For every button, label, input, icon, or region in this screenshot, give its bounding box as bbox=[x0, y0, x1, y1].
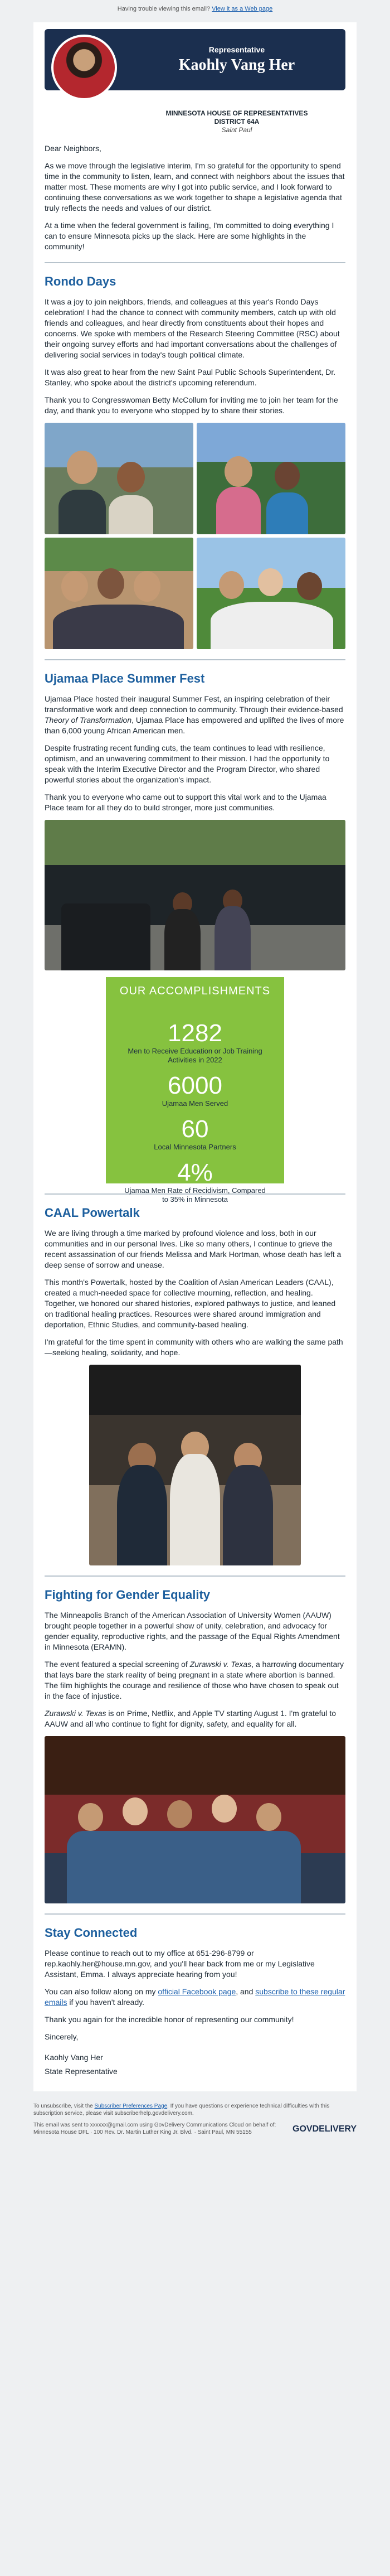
divider bbox=[45, 1913, 345, 1915]
sent-by-text: This email was sent to xxxxxx@gmail.com using GovDelivery Communications Cloud on behalf of: Minnesota House DFL · 100 Rev. Dr. Martin Luther King Jr. Blvd. · Saint Paul, MN 55155 bbox=[33, 2122, 276, 2135]
rondo-photo-with-family bbox=[197, 423, 345, 534]
divider bbox=[45, 262, 345, 263]
facebook-link[interactable]: official Facebook page bbox=[158, 1987, 236, 1996]
ujamaa-paragraph-2: Despite frustrating recent funding cuts, the team continues to lead with resilience, optimism, and an unwavering commitment to their mission. I had the opportunity to speak with the Interim Executive Director and the Program Director, who shared powerful stories about the organization's impact. bbox=[45, 743, 330, 784]
footer bbox=[33, 2097, 357, 2158]
connected-paragraph-2: You can also follow along on my official Facebook page, and subscribe to these regular emails if you haven't already. bbox=[45, 1987, 345, 2007]
unsubscribe-text: To unsubscribe, visit the Subscriber Preferences Page. If you have questions or experience technical difficulties with this subscription service, please visit subscriberhelp.govdelivery.com. bbox=[33, 2103, 330, 2116]
connected-paragraph-1: Please continue to reach out to my office at 651-296-8799 or rep.kaohly.her@house.mn.gov, and you'll hear back from me or my Legislative Assistant, Emma. I always appreciate hearing from you! bbox=[45, 1949, 315, 1979]
email-body bbox=[33, 22, 357, 2091]
signature-name: Kaohly Vang Her bbox=[45, 2053, 103, 2062]
rondo-photo-group-selfie bbox=[45, 423, 193, 534]
representative-portrait bbox=[51, 35, 117, 100]
ujamaa-photo-summer-fest bbox=[45, 820, 345, 970]
gender-paragraph-1: The Minneapolis Branch of the American Association of University Women (AAUW) brought people together in a powerful show of unity, celebration, and advocacy for gender equality, reproductive rights, and the passage of the Equal Rights Amendment in Minnesota (ERAMN). bbox=[45, 1611, 340, 1651]
preheader-text: Having trouble viewing this email? bbox=[117, 6, 211, 12]
intro-paragraph-1: As we move through the legislative interim, I'm so grateful for the opportunity to spend time in the community to listen, learn, and connect with neighbors about the issues that matter most. These moments are why I got into public service, and I look forward to continuing these conversations as we work together to shape a legislative agenda that truly reflects the needs and values of our district. bbox=[45, 161, 345, 212]
subhead-org: MINNESOTA HOUSE OF REPRESENTATIVES bbox=[165, 109, 308, 117]
caal-paragraph-1: We are living through a time marked by profound violence and loss, both in our communities and in our personal lives. Like so many others, I continue to grieve the recent assassination of our friends Melissa and Mark Hortman, whose death has left a deep sense of sorrow and unease. bbox=[45, 1229, 342, 1269]
rondo-photo-row-2 bbox=[45, 538, 345, 649]
subscribe-link[interactable]: subscribe to these regular emails bbox=[45, 1987, 345, 2007]
accomplishments-panel bbox=[106, 977, 284, 1204]
subscriber-preferences-link[interactable]: Subscriber Preferences Page bbox=[94, 2103, 168, 2109]
signoff bbox=[45, 2032, 345, 2077]
subhead bbox=[128, 109, 345, 134]
banner-name: Kaohly Vang Her bbox=[178, 56, 295, 74]
caal-photo-group bbox=[89, 1365, 301, 1565]
stat-value: 60 bbox=[181, 1115, 209, 1143]
divider bbox=[45, 659, 345, 660]
rondo-paragraph-2: It was also great to hear from the new Saint Paul Public Schools Superintendent, Dr. Stanley, who spoke about the district's upcoming referendum. bbox=[45, 368, 336, 387]
greeting: Dear Neighbors, bbox=[45, 144, 101, 153]
stat-value: 6000 bbox=[168, 1072, 222, 1099]
caal-title: CAAL Powertalk bbox=[45, 1206, 140, 1220]
rondo-paragraph-1: It was a joy to join neighbors, friends, and colleagues at this year's Rondo Days celebration! I had the chance to connect with community members, catch up with old friends and colleagues, and hear directly from constituents about their hopes and concerns. We spoke with members of the Research Steering Committee (RSC) about their ongoing survey efforts and had important conversations about the challenges of delivering social services in today's tough political climate. bbox=[45, 297, 340, 359]
stat-label: Men to Receive Education or Job Training Activities in 2022 bbox=[128, 1047, 262, 1064]
rondo-photo-with-congresswoman bbox=[197, 538, 345, 649]
rondo-photo-row-1 bbox=[45, 423, 345, 534]
subhead-city: Saint Paul bbox=[221, 126, 252, 134]
subhead-district: DISTRICT 64A bbox=[214, 118, 260, 125]
stat-value: 4% bbox=[177, 1159, 213, 1186]
gender-photo-screening bbox=[45, 1736, 345, 1903]
intro-paragraph-2: At a time when the federal government is failing, I'm committed to doing everything I can to ensure Minnesota picks up the slack. Here are some highlights in the community! bbox=[45, 221, 334, 251]
rondo-paragraph-3: Thank you to Congresswoman Betty McCollum for inviting me to join her team for the day, and thank you to everyone who stopped by to share their stories. bbox=[45, 395, 338, 415]
ujamaa-paragraph-3: Thank you to everyone who came out to support this vital work and to the Ujamaa Place team for all they do to build stronger, more just communities. bbox=[45, 792, 326, 812]
stat-label: Local Minnesota Partners bbox=[154, 1143, 236, 1151]
rondo-photo-with-colleagues bbox=[45, 538, 193, 649]
preheader bbox=[0, 0, 390, 22]
connected-title: Stay Connected bbox=[45, 1926, 138, 1940]
view-web-page-link[interactable]: View it as a Web page bbox=[212, 6, 273, 12]
accomplishments-header: OUR ACCOMPLISHMENTS bbox=[119, 985, 271, 997]
gender-paragraph-2: The event featured a special screening of Zurawski v. Texas, a harrowing documentary that lays bare the stark reality of being pregnant in a state where abortion is banned. The film highlights the courage and resilience of those who have chosen to speak out in the face of injustice. bbox=[45, 1660, 344, 1700]
caal-paragraph-3: I'm grateful for the time spent in community with others who are walking the same path—seeking healing, solidarity, and hope. bbox=[45, 1337, 343, 1357]
gender-paragraph-3: Zurawski v. Texas is on Prime, Netflix, and Apple TV starting August 1. I'm grateful to AAUW and all who continue to fight for dignity, safety, and equality for all. bbox=[45, 1709, 336, 1728]
ujamaa-title: Ujamaa Place Summer Fest bbox=[45, 671, 205, 685]
stat-label: Ujamaa Men Rate of Recidivism, Compared to 35% in Minnesota bbox=[124, 1186, 266, 1204]
closing: Sincerely, bbox=[45, 2032, 79, 2041]
banner-role: Representative bbox=[208, 45, 265, 54]
govdelivery-logo: GOVDELIVERY bbox=[292, 2124, 357, 2134]
stat-value: 1282 bbox=[168, 1019, 222, 1047]
caal-paragraph-2: This month's Powertalk, hosted by the Coalition of Asian American Leaders (CAAL), created a much-needed space for collective mourning, reflection, and healing. Together, we honored our shared histories, explored pathways to justice, and leaned on traditional healing practices. Resources were shared around immigration and deportation, Ethnic Studies, and community-based healing. bbox=[45, 1278, 336, 1329]
gender-title: Fighting for Gender Equality bbox=[45, 1588, 210, 1602]
stat-label: Ujamaa Men Served bbox=[162, 1099, 228, 1108]
header-banner bbox=[45, 29, 345, 90]
divider bbox=[45, 1575, 345, 1577]
signature-title: State Representative bbox=[45, 2067, 118, 2076]
rondo-title: Rondo Days bbox=[45, 274, 116, 288]
connected-paragraph-3: Thank you again for the incredible honor of representing our community! bbox=[45, 2015, 294, 2024]
ujamaa-paragraph-1: Ujamaa Place hosted their inaugural Summer Fest, an inspiring celebration of their transformative work and deep connection to community. Through their evidence-based Theory of Transformation, Ujamaa Place has empowered and uplifted the lives of more than 6,000 young African American men. bbox=[45, 694, 344, 735]
